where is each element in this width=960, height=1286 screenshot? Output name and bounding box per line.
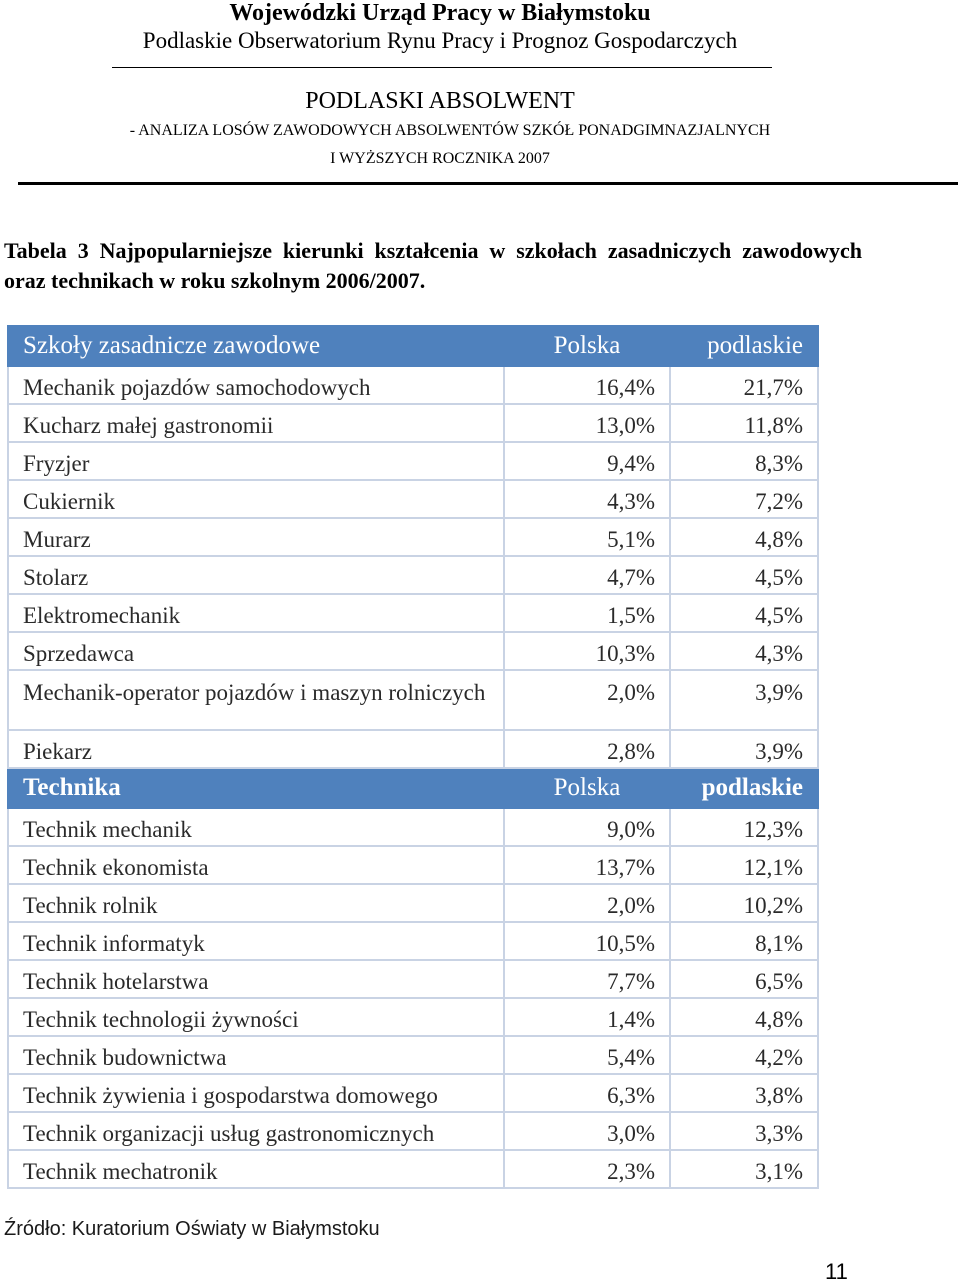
source-note: Źródło: Kuratorium Oświaty w Białymstoku (4, 1218, 380, 1240)
polska-value-cell: 13,0% (504, 404, 670, 442)
header-divider (112, 67, 772, 68)
podlaskie-value-cell: 4,2% (670, 1036, 818, 1074)
publication-subtitle-line2: I WYŻSZYCH ROCZNIKA 2007 (330, 150, 550, 167)
polska-value-cell: 5,4% (504, 1036, 670, 1074)
publication-title: PODLASKI ABSOLWENT (305, 88, 575, 114)
header-thick-divider (18, 182, 958, 185)
podlaskie-value-cell: 6,5% (670, 960, 818, 998)
table-row (8, 556, 818, 594)
row-label-cell: Technik technologii żywności (8, 998, 504, 1036)
podlaskie-value-cell: 4,3% (670, 632, 818, 670)
polska-value-cell: 2,0% (504, 670, 670, 730)
table-row (8, 1074, 818, 1112)
header-cell-podlaskie: podlaskie (670, 326, 818, 366)
header-cell-technical: Technika (8, 768, 504, 808)
podlaskie-value-cell: 3,1% (670, 1150, 818, 1188)
polska-value-cell: 10,5% (504, 922, 670, 960)
polska-value-cell: 1,5% (504, 594, 670, 632)
podlaskie-value-cell: 11,8% (670, 404, 818, 442)
polska-value-cell: 9,0% (504, 808, 670, 846)
polska-value-cell: 7,7% (504, 960, 670, 998)
podlaskie-value-cell: 3,9% (670, 730, 818, 768)
table-row (8, 922, 818, 960)
podlaskie-value-cell: 8,3% (670, 442, 818, 480)
table-row (8, 730, 818, 768)
podlaskie-value-cell: 8,1% (670, 922, 818, 960)
row-label-cell: Piekarz (8, 730, 504, 768)
row-label-cell: Mechanik pojazdów samochodowych (8, 366, 504, 404)
row-label-cell: Mechanik-operator pojazdów i maszyn rolniczych (8, 670, 504, 730)
podlaskie-value-cell: 12,1% (670, 846, 818, 884)
table-row (8, 1112, 818, 1150)
vocational-schools-section (8, 326, 818, 768)
row-label-cell: Kucharz małej gastronomii (8, 404, 504, 442)
polska-value-cell: 5,1% (504, 518, 670, 556)
row-label-cell: Technik mechanik (8, 808, 504, 846)
polska-value-cell: 4,3% (504, 480, 670, 518)
table-header-technical (8, 768, 818, 808)
table-row (8, 404, 818, 442)
table-row (8, 846, 818, 884)
row-label-cell: Cukiernik (8, 480, 504, 518)
polska-value-cell: 16,4% (504, 366, 670, 404)
row-label-cell: Technik ekonomista (8, 846, 504, 884)
row-label-cell: Technik mechatronik (8, 1150, 504, 1188)
table-row (8, 1150, 818, 1188)
polska-value-cell: 2,8% (504, 730, 670, 768)
row-label-cell: Elektromechanik (8, 594, 504, 632)
polska-value-cell: 2,0% (504, 884, 670, 922)
row-label-cell: Technik budownictwa (8, 1036, 504, 1074)
header-observatory: Podlaskie Obserwatorium Rynu Pracy i Prognoz Gospodarczych (142, 28, 738, 53)
schools-table (7, 325, 819, 1189)
header-cell-vocational: Szkoły zasadnicze zawodowe (8, 326, 504, 366)
table-row (8, 1036, 818, 1074)
page-number: 11 (825, 1259, 848, 1284)
table-caption: Tabela 3 Najpopularniejsze kierunki kształcenia w szkołach zasadniczych zawodowych oraz technikach w roku szkolnym 2006/2007. (4, 238, 862, 293)
podlaskie-value-cell: 3,8% (670, 1074, 818, 1112)
row-label-cell: Technik hotelarstwa (8, 960, 504, 998)
row-label-cell: Stolarz (8, 556, 504, 594)
polska-value-cell: 4,7% (504, 556, 670, 594)
podlaskie-value-cell: 21,7% (670, 366, 818, 404)
podlaskie-value-cell: 10,2% (670, 884, 818, 922)
header-cell-polska: Polska (504, 768, 670, 808)
polska-value-cell: 3,0% (504, 1112, 670, 1150)
podlaskie-value-cell: 12,3% (670, 808, 818, 846)
table-row (8, 366, 818, 404)
table-row (8, 594, 818, 632)
row-label-cell: Technik informatyk (8, 922, 504, 960)
row-label-cell: Murarz (8, 518, 504, 556)
table-row (8, 808, 818, 846)
polska-value-cell: 13,7% (504, 846, 670, 884)
table-row (8, 632, 818, 670)
polska-value-cell: 6,3% (504, 1074, 670, 1112)
table-row (8, 670, 818, 730)
table-row (8, 884, 818, 922)
podlaskie-value-cell: 3,3% (670, 1112, 818, 1150)
technical-schools-section (8, 768, 818, 1188)
podlaskie-value-cell: 4,5% (670, 594, 818, 632)
table-row (8, 518, 818, 556)
publication-subtitle-line1: - ANALIZA LOSÓW ZAWODOWYCH ABSOLWENTÓW SZKÓŁ PONADGIMNAZJALNYCH (129, 122, 771, 139)
table-row (8, 998, 818, 1036)
table-row (8, 442, 818, 480)
podlaskie-value-cell: 3,9% (670, 670, 818, 730)
podlaskie-value-cell: 7,2% (670, 480, 818, 518)
podlaskie-value-cell: 4,8% (670, 998, 818, 1036)
row-label-cell: Technik żywienia i gospodarstwa domowego (8, 1074, 504, 1112)
table-row (8, 480, 818, 518)
polska-value-cell: 10,3% (504, 632, 670, 670)
table-row (8, 960, 818, 998)
row-label-cell: Fryzjer (8, 442, 504, 480)
podlaskie-value-cell: 4,8% (670, 518, 818, 556)
row-label-cell: Sprzedawca (8, 632, 504, 670)
header-cell-polska: Polska (504, 326, 670, 366)
polska-value-cell: 9,4% (504, 442, 670, 480)
header-organization: Wojewódzki Urząd Pracy w Białymstoku (229, 0, 651, 26)
table-header-vocational (8, 326, 818, 366)
polska-value-cell: 1,4% (504, 998, 670, 1036)
podlaskie-value-cell: 4,5% (670, 556, 818, 594)
row-label-cell: Technik organizacji usług gastronomicznych (8, 1112, 504, 1150)
polska-value-cell: 2,3% (504, 1150, 670, 1188)
row-label-cell: Technik rolnik (8, 884, 504, 922)
header-cell-podlaskie: podlaskie (670, 768, 818, 808)
